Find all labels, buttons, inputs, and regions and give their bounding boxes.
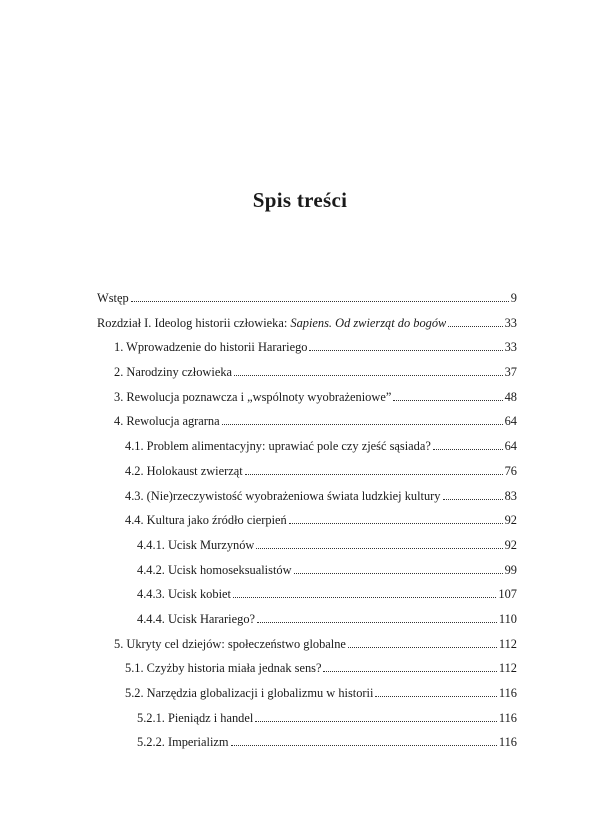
toc-entry-label <box>97 286 129 311</box>
toc-entry-text: Wstęp <box>97 291 129 305</box>
toc-page-number: 9 <box>510 291 517 305</box>
toc-entry-text: 4. Rewolucja agrarna <box>114 414 220 429</box>
toc-entry-text: 5.2.1. Pieniądz i handel <box>137 710 254 725</box>
dot-leader <box>245 474 503 475</box>
toc-page-number: 76 <box>504 463 517 478</box>
toc-page-number: 92 <box>504 537 517 552</box>
toc-page-number: 92 <box>504 513 517 528</box>
toc-entry-text: 4.4. Kultura jako źródło cierpień <box>125 513 287 528</box>
toc-entry-label <box>114 385 391 410</box>
dot-leader <box>256 548 502 549</box>
toc-entry <box>97 360 517 385</box>
dot-leader <box>255 721 497 722</box>
toc-entry <box>97 508 517 533</box>
toc-entry-label <box>125 459 243 484</box>
toc-page-number: 110 <box>498 611 517 626</box>
toc-page-number: 99 <box>504 562 517 577</box>
toc-page-number: 37 <box>504 365 517 380</box>
toc-page-number: 116 <box>498 735 517 750</box>
toc-entry-label <box>137 607 255 632</box>
toc-entry-label <box>125 434 431 459</box>
toc-entry-text: 4.4.2. Ucisk homoseksualistów <box>137 562 292 577</box>
dot-leader <box>294 573 503 574</box>
toc-entry <box>97 582 517 607</box>
toc-entry <box>97 335 517 360</box>
toc-page-number: 64 <box>504 414 517 429</box>
toc-entry <box>97 434 517 459</box>
toc-entry-text: 4.2. Holokaust zwierząt <box>125 463 243 478</box>
toc-entry <box>97 311 517 336</box>
toc-entry-italic-title: Sapiens. Od zwierząt do bogów <box>290 315 447 330</box>
toc-page-number: 112 <box>498 636 517 651</box>
toc-entry-text: 4.1. Problem alimentacyjny: uprawiać pole czy zjeść sąsiada? <box>125 439 431 454</box>
toc-page-number: 48 <box>504 389 517 404</box>
toc-entry-text: Rozdział I. Ideolog historii człowieka: <box>97 315 291 330</box>
toc-entry-label <box>137 558 292 583</box>
toc-page-number: 112 <box>498 661 517 676</box>
toc-entry-label <box>137 533 254 558</box>
toc-entry <box>97 533 517 558</box>
toc-entry <box>97 286 517 311</box>
toc-entry-text: 1. Wprowadzenie do historii Harariego <box>114 340 308 355</box>
toc-entry-label <box>97 311 446 336</box>
toc-entry <box>97 484 517 509</box>
dot-leader <box>257 622 497 623</box>
toc-entry <box>97 459 517 484</box>
toc-entry-label <box>137 706 253 731</box>
toc-entry-text: 5.2.2. Imperializm <box>137 735 229 750</box>
toc-entry <box>97 607 517 632</box>
toc-entry-label <box>137 730 229 755</box>
toc-entry-text: 5.2. Narzędzia globalizacji i globalizmu w historii <box>125 686 374 700</box>
toc-page-number: 116 <box>498 710 517 725</box>
dot-leader <box>234 375 503 376</box>
toc-entry <box>97 409 517 434</box>
table-of-contents <box>97 286 517 755</box>
toc-entry <box>97 385 517 410</box>
dot-leader <box>393 400 502 401</box>
dot-leader <box>231 745 497 746</box>
toc-entry-label <box>125 508 287 533</box>
toc-entry-label <box>125 681 373 706</box>
toc-page-number: 116 <box>498 686 517 700</box>
toc-entry-text: 4.4.4. Ucisk Harariego? <box>137 611 256 626</box>
toc-entry-label <box>137 582 231 607</box>
dot-leader <box>309 350 502 351</box>
toc-entry-label <box>114 409 220 434</box>
toc-entry-label <box>114 632 346 657</box>
toc-page-number: 33 <box>504 340 517 355</box>
dot-leader <box>323 671 496 672</box>
dot-leader <box>443 499 503 500</box>
toc-entry <box>97 681 517 706</box>
dot-leader <box>375 696 496 697</box>
toc-entry-text: 4.4.3. Ucisk kobiet <box>137 587 231 602</box>
toc-entry <box>97 656 517 681</box>
dot-leader <box>433 449 503 450</box>
toc-entry-label <box>114 360 232 385</box>
toc-entry-text: 4.4.1. Ucisk Murzynów <box>137 537 255 552</box>
toc-entry-text: 5. Ukryty cel dziejów: społeczeństwo globalne <box>114 636 346 651</box>
toc-entry-text: 2. Narodziny człowieka <box>114 365 233 380</box>
dot-leader <box>289 523 503 524</box>
toc-entry-text: 5.1. Czyżby historia miała jednak sens? <box>125 661 322 676</box>
toc-entry <box>97 632 517 657</box>
dot-leader <box>222 424 503 425</box>
dot-leader <box>131 301 509 302</box>
dot-leader <box>348 647 497 648</box>
toc-entry-label <box>114 335 307 360</box>
toc-entry-text: 3. Rewolucja poznawcza i „wspólnoty wyobrażeniowe” <box>114 389 392 404</box>
toc-page-number: 64 <box>504 439 517 454</box>
toc-entry <box>97 730 517 755</box>
toc-entry-text: 4.3. (Nie)rzeczywistość wyobrażeniowa świata ludzkiej kultury <box>125 488 441 503</box>
toc-entry-label <box>125 656 321 681</box>
dot-leader <box>233 597 496 598</box>
toc-entry-label <box>125 484 441 509</box>
toc-page-number: 107 <box>498 587 517 602</box>
toc-entry <box>97 706 517 731</box>
toc-page-number: 83 <box>504 488 517 503</box>
page-title: Spis treści <box>252 188 348 212</box>
toc-page-number: 33 <box>504 315 517 330</box>
dot-leader <box>448 326 502 327</box>
toc-entry <box>97 558 517 583</box>
